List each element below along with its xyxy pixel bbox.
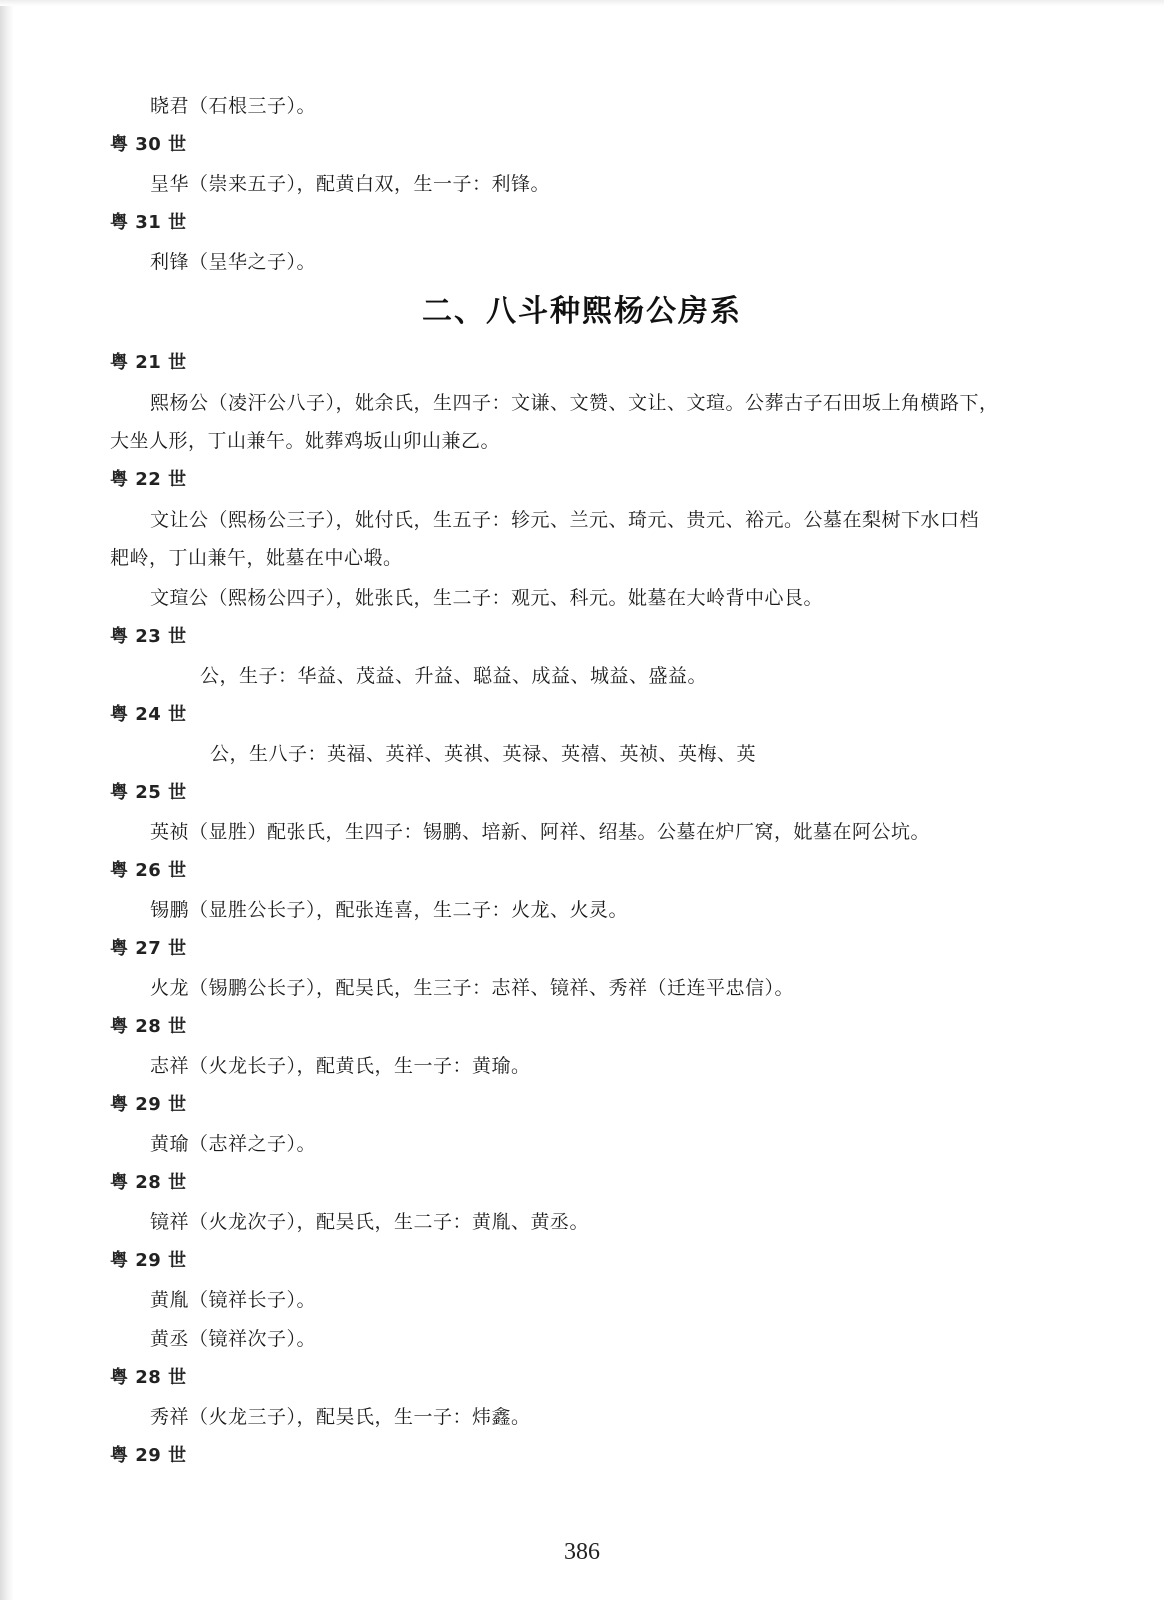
entry-line: 黄瑜（志祥之子）。	[150, 1133, 317, 1155]
entry-line: 火龙（锡鹏公长子），配吴氏，生三子：志祥、镜祥、秀祥（迁连平忠信）。	[150, 977, 795, 999]
entry-continuation: 耙岭，丁山兼午，妣墓在中心塅。	[110, 547, 403, 569]
entry-line: 呈华（崇来五子），配黄白双，生一子：利锋。	[150, 173, 551, 195]
entry-line: 公，生子：华益、茂益、升益、聪益、成益、城益、盛益。	[200, 665, 708, 687]
generation-label: 粤 25 世	[110, 782, 187, 803]
generation-label: 粤 27 世	[110, 938, 187, 959]
entry-line: 锡鹏（显胜公长子），配张连喜，生二子：火龙、火灵。	[150, 899, 629, 921]
entry-line: 公，生八子：英福、英祥、英祺、英禄、英禧、英祯、英梅、英	[210, 743, 757, 765]
generation-label: 粤 24 世	[110, 704, 187, 725]
entry-line: 英祯（显胜）配张氏，生四子：锡鹏、培新、阿祥、绍基。公墓在炉厂窝，妣墓在阿公坑。	[150, 821, 931, 843]
generation-label: 粤 28 世	[110, 1172, 187, 1193]
page-number: 386	[564, 1539, 600, 1565]
generation-label: 粤 22 世	[110, 469, 187, 490]
entry-line: 秀祥（火龙三子），配吴氏，生一子：炜鑫。	[150, 1406, 531, 1428]
generation-label: 粤 26 世	[110, 860, 187, 881]
entry-continuation: 大坐人形，丁山兼午。妣葬鸡坂山卯山兼乙。	[110, 430, 501, 452]
generation-label: 粤 29 世	[110, 1094, 187, 1115]
entry-line: 利锋（呈华之子）。	[150, 251, 317, 273]
generation-label: 粤 30 世	[110, 134, 187, 155]
entry-line: 镜祥（火龙次子），配吴氏，生二子：黄胤、黄丞。	[150, 1211, 590, 1233]
section-heading: 二、八斗种熙杨公房系	[422, 294, 742, 329]
entry-line: 黄丞（镜祥次子）。	[150, 1328, 317, 1350]
generation-label: 粤 21 世	[110, 352, 187, 373]
entry-line: 黄胤（镜祥长子）。	[150, 1289, 317, 1311]
entry-line: 熙杨公（凌汗公八子），妣余氏，生四子：文谦、文赞、文让、文瑄。公葬古子石田坂上角横路下，	[150, 392, 999, 414]
generation-label: 粤 29 世	[110, 1250, 187, 1271]
entry-line: 文瑄公（熙杨公四子），妣张氏，生二子：观元、科元。妣墓在大岭背中心艮。	[150, 587, 824, 609]
generation-label: 粤 29 世	[110, 1445, 187, 1466]
generation-label: 粤 28 世	[110, 1367, 187, 1388]
entry-line: 晓君（石根三子）。	[150, 95, 317, 117]
entry-line: 志祥（火龙长子），配黄氏，生一子：黄瑜。	[150, 1055, 531, 1077]
generation-label: 粤 28 世	[110, 1016, 187, 1037]
generation-label: 粤 23 世	[110, 626, 187, 647]
generation-label: 粤 31 世	[110, 212, 187, 233]
entry-line: 文让公（熙杨公三子），妣付氏，生五子：轸元、兰元、琦元、贵元、裕元。公墓在梨树下水口档	[150, 509, 980, 531]
